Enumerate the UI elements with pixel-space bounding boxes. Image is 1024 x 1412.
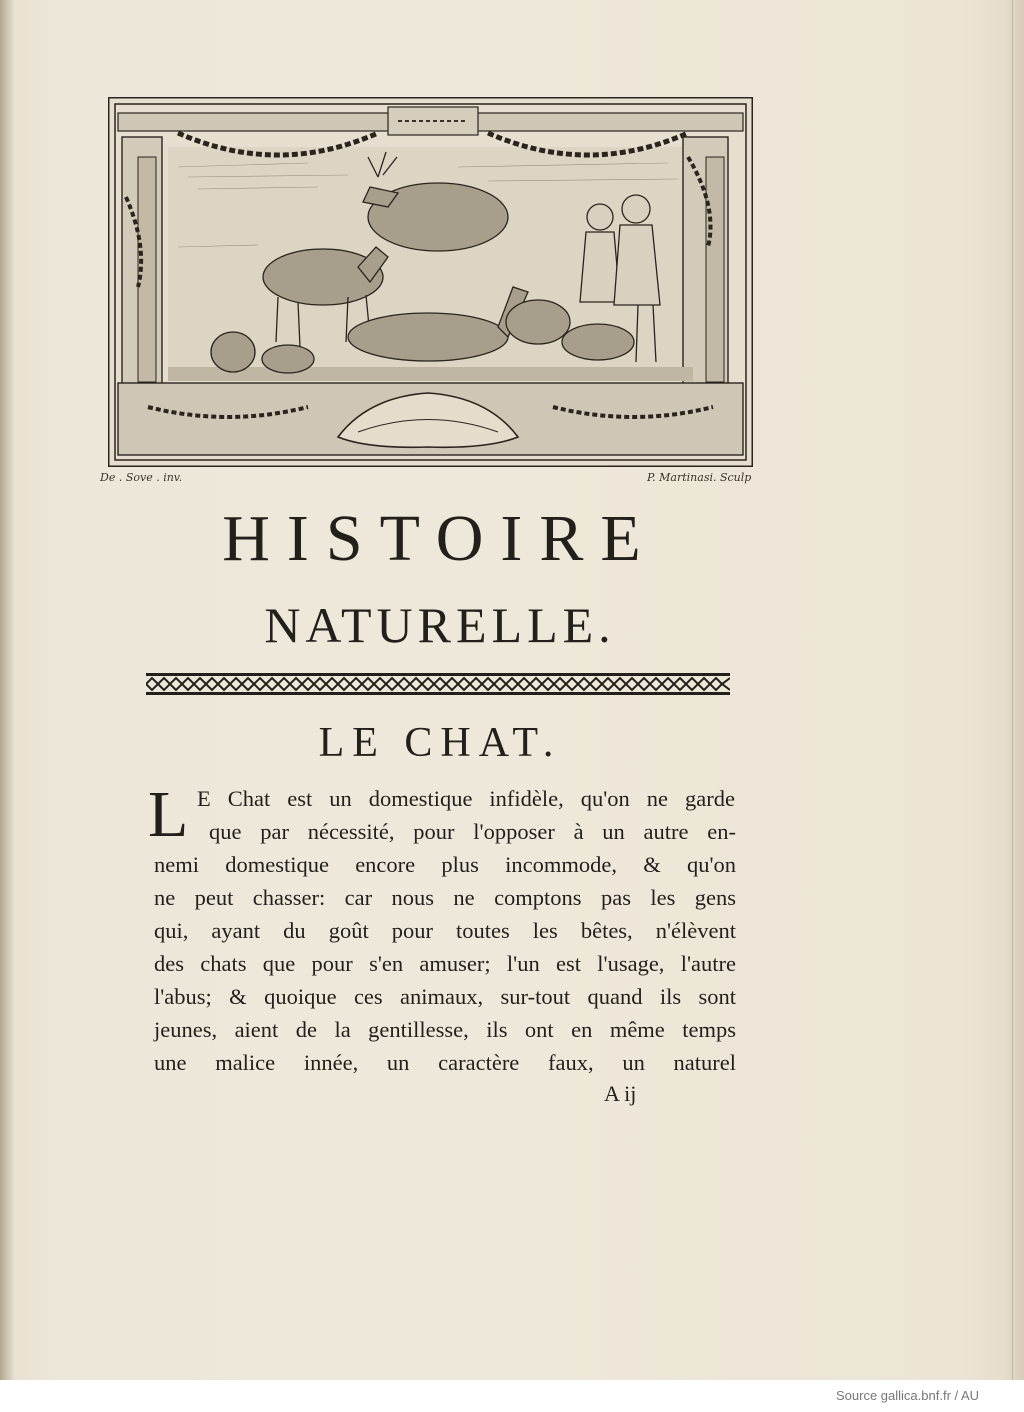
body-line: l'abus; & quoique ces animaux, sur-tout quand ils sont: [154, 984, 736, 1009]
body-line: nemi domestique encore plus incommode, & qu'on: [154, 852, 736, 877]
chapter-heading: LE CHAT.: [318, 720, 562, 766]
engraving-illustration: [108, 97, 753, 467]
body-line: E Chat est un domestique infidèle, qu'on ne garde: [197, 786, 735, 811]
body-line: ne peut chasser: car nous ne comptons pas les gens: [154, 885, 736, 910]
ornamental-rule: [146, 671, 730, 697]
engraving-credit-engraver: P. Martinasi. Sculp: [647, 471, 752, 484]
body-line: des chats que pour s'en amuser; l'un est l'usage, l'autre: [154, 951, 736, 976]
title-histoire: HISTOIRE: [222, 502, 658, 575]
signature-mark: A ij: [604, 1081, 637, 1106]
binding-gutter: [0, 0, 14, 1380]
drop-cap: L: [148, 778, 189, 851]
source-footer: Source gallica.bnf.fr / AU: [836, 1388, 980, 1403]
engraving-credit-inventor: De . Sove . inv.: [100, 471, 183, 484]
body-line: que par nécessité, pour l'opposer à un autre en-: [209, 819, 736, 844]
body-line: une malice innée, un caractère faux, un naturel: [154, 1050, 736, 1075]
title-naturelle: NATURELLE.: [264, 597, 616, 653]
body-line: jeunes, aient de la gentillesse, ils ont en même temps: [154, 1017, 736, 1042]
body-line: qui, ayant du goût pour toutes les bêtes, n'élèvent: [154, 918, 736, 943]
page-edge: [1012, 0, 1013, 1380]
